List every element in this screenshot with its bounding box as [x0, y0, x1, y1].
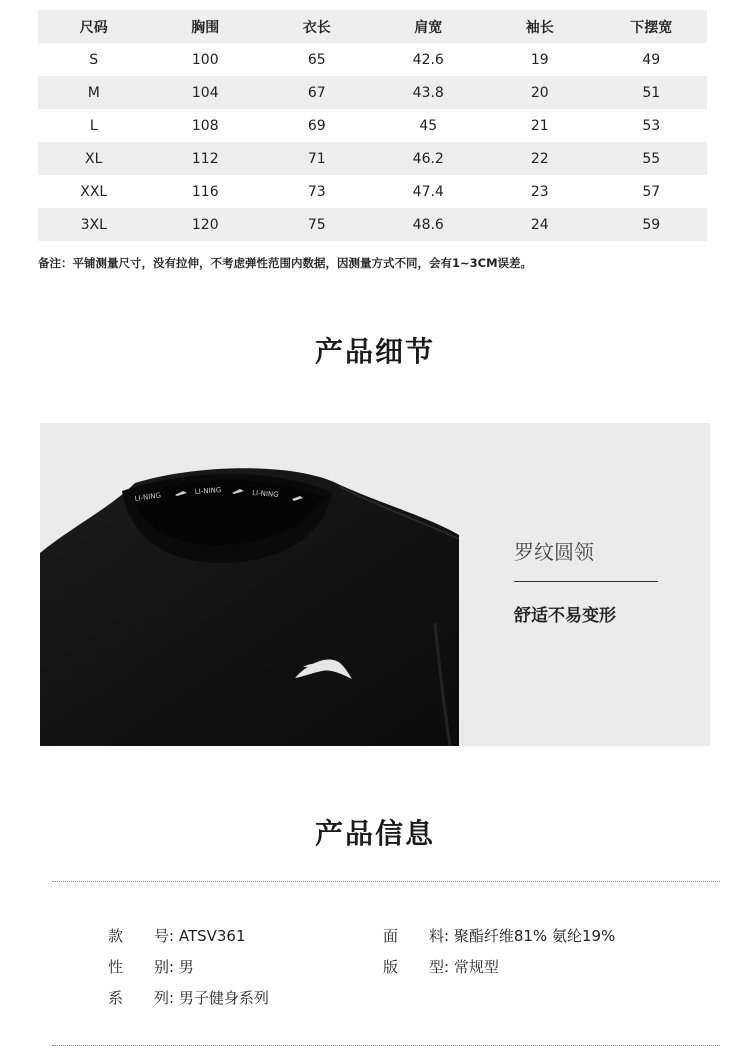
shirt-illustration — [40, 423, 459, 746]
info-label-a: 性 — [108, 958, 124, 976]
table-cell: L — [89, 117, 98, 134]
table-cell: 65 — [307, 51, 326, 68]
info-section-title: 产品信息 — [314, 817, 435, 850]
table-cell: 20 — [484, 76, 596, 109]
table-cell: 73 — [307, 183, 326, 200]
table-cell: 71 — [261, 142, 373, 175]
table-cell: 48.6 — [373, 208, 485, 241]
detail-subheading: 舒适不易变形 — [514, 606, 616, 626]
table-cell: 120 — [150, 208, 262, 241]
table-cell: 23 — [530, 183, 549, 200]
info-label-a: 款 — [108, 927, 124, 945]
table-row — [38, 208, 707, 241]
table-row — [38, 76, 707, 109]
table-cell: 100 — [191, 51, 219, 68]
table-cell: 24 — [484, 208, 596, 241]
col-header-chest: 胸围 — [150, 10, 262, 43]
collar-tape-text-1: LI-NING — [134, 491, 162, 503]
table-cell: 3XL — [38, 208, 150, 241]
info-label-b: 型: — [429, 958, 450, 976]
table-cell: 47.4 — [412, 183, 444, 200]
info-top-divider — [52, 881, 720, 882]
info-value: 常规型 — [453, 958, 499, 976]
info-item-fabric — [383, 925, 615, 946]
info-label-b: 列: — [154, 989, 175, 1007]
table-cell: 43.8 — [373, 76, 485, 109]
collar-tape-text-2: LI-NING — [194, 486, 222, 496]
table-cell: 75 — [261, 208, 373, 241]
table-cell: 59 — [596, 208, 708, 241]
table-cell: 42.6 — [412, 51, 444, 68]
table-cell: 51 — [596, 76, 708, 109]
col-header-sleeve: 袖长 — [484, 10, 596, 43]
table-cell: XL — [38, 142, 150, 175]
table-cell: 104 — [150, 76, 262, 109]
col-header-length: 衣长 — [261, 10, 373, 43]
info-item-fit — [383, 956, 499, 977]
info-label-b: 别: — [154, 958, 175, 976]
table-cell: 21 — [530, 117, 549, 134]
info-item-style — [108, 925, 246, 946]
details-section-title: 产品细节 — [314, 335, 435, 368]
table-cell: 46.2 — [373, 142, 485, 175]
info-label-a: 系 — [108, 989, 124, 1007]
table-cell: S — [89, 51, 99, 68]
table-cell: 112 — [150, 142, 262, 175]
table-cell: 108 — [191, 117, 219, 134]
table-cell: 53 — [642, 117, 661, 134]
info-value: 聚酯纤维81% 氨纶19% — [453, 927, 616, 945]
table-cell: M — [38, 76, 150, 109]
info-value: 男子健身系列 — [178, 989, 269, 1007]
table-cell: 116 — [191, 183, 219, 200]
info-item-gender — [108, 956, 194, 977]
table-cell: 55 — [596, 142, 708, 175]
info-label-b: 号: — [154, 927, 175, 945]
table-cell: XXL — [80, 183, 108, 200]
info-value: ATSV361 — [178, 927, 246, 945]
info-label-a: 版 — [383, 958, 399, 976]
detail-panel — [40, 423, 710, 746]
table-row — [38, 175, 707, 208]
size-table-header-row — [38, 10, 707, 43]
info-bottom-divider — [52, 1045, 720, 1046]
info-label-b: 料: — [429, 927, 450, 945]
col-header-size: 尺码 — [38, 10, 150, 43]
table-cell: 19 — [530, 51, 549, 68]
table-cell: 45 — [419, 117, 438, 134]
info-label-a: 面 — [383, 927, 399, 945]
table-row — [38, 43, 707, 76]
detail-caption — [514, 536, 659, 626]
collar-closeup-image — [40, 423, 459, 746]
table-cell: 49 — [642, 51, 661, 68]
table-row — [38, 142, 707, 175]
table-cell: 69 — [307, 117, 326, 134]
col-header-shoulder: 肩宽 — [373, 10, 485, 43]
size-table — [38, 10, 707, 241]
detail-divider — [514, 581, 658, 582]
table-row — [38, 109, 707, 142]
detail-heading: 罗纹圆领 — [514, 540, 594, 564]
info-item-series — [108, 987, 269, 1008]
info-value: 男 — [178, 958, 194, 976]
measurement-note: 备注：平铺测量尺寸，没有拉伸，不考虑弹性范围内数据，因测量方式不同，会有1~3CM误差。 — [38, 256, 533, 270]
table-cell: 57 — [642, 183, 661, 200]
collar-tape-text-3: LI-NING — [251, 489, 279, 499]
table-cell: 22 — [484, 142, 596, 175]
col-header-hem: 下摆宽 — [596, 10, 708, 43]
table-cell: 67 — [261, 76, 373, 109]
